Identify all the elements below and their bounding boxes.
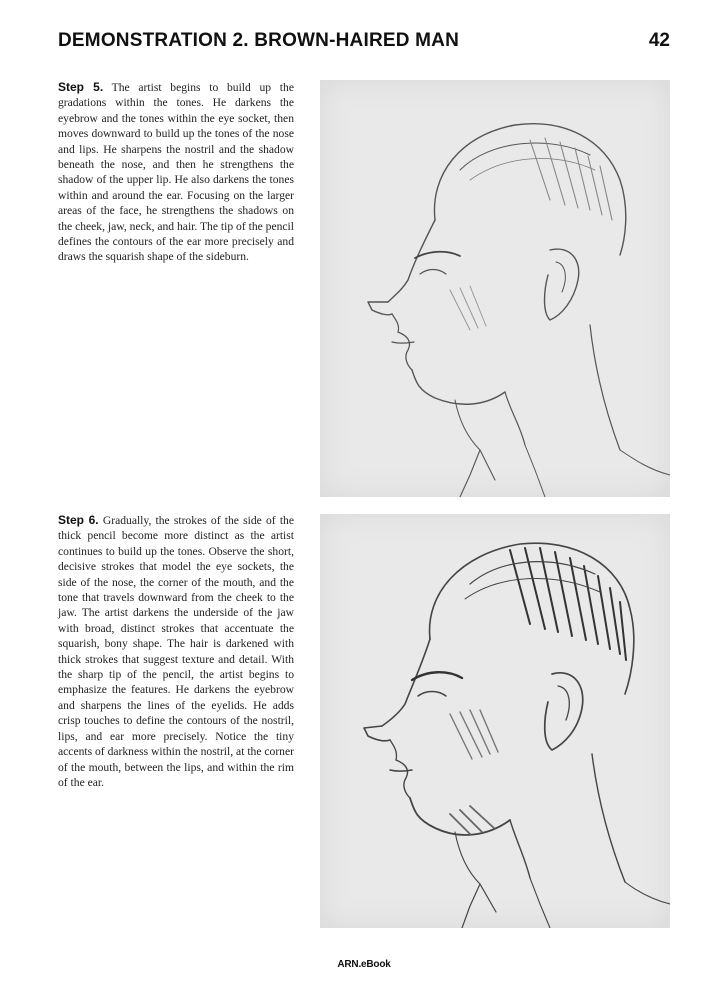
step-5-portrait-sketch [320, 80, 670, 497]
page-header [58, 30, 670, 56]
step-5-illustration [320, 80, 670, 497]
step-6-caption [58, 513, 294, 790]
page-title: DEMONSTRATION 2. BROWN-HAIRED MAN [58, 30, 460, 51]
step-6-label: Step 6. [58, 513, 99, 527]
step-6-illustration [320, 514, 670, 928]
step-5-label: Step 5. [58, 80, 104, 94]
footer-credit: ARN.eBook [337, 959, 391, 970]
step-5-text: The artist begins to build up the gradations within the tones. He darkens the eyebrow and the tones within the eye socket, then moves downward to build up the tones of the nose and lips. He sharpens the nostril and the shadow beneath the nose, and then he strengthens the shadow of the upper lip. He also darkens the tones within and around the ear. Focusing on the larger areas of the face, he strengthens the shadows on the cheek, jaw, neck, and hair. The tip of the pencil defines the contours of the ear more precisely and draws the squarish shape of the sideburn. [58, 81, 294, 264]
step-6-portrait-sketch [320, 514, 670, 928]
page-number: 42 [648, 30, 670, 51]
step-6-text: Gradually, the strokes of the side of the thick pencil become more distinct as the artist continues to build up the tones. Observe the short, decisive strokes that model the eye sockets, the side of the nose, the corner of the mouth, and the tone that travels downward from the cheek to the jaw. The artist darkens the underside of the jaw with broad, distinct strokes that accentuate the squarish, bony shape. The hair is darkened with thick strokes that suggest texture and detail. With the sharp tip of the pencil, the artist begins to emphasize the features. He darkens the eyebrow and sharpens the lines of the eyelids. He adds crisp touches to define the contours of the nostril, lips, and ear more precisely. Notice the tiny accents of darkness within the nostril, at the corner of the mouth, between the lips, and within the rim of the ear. [58, 514, 294, 789]
step-5-caption [58, 80, 294, 265]
